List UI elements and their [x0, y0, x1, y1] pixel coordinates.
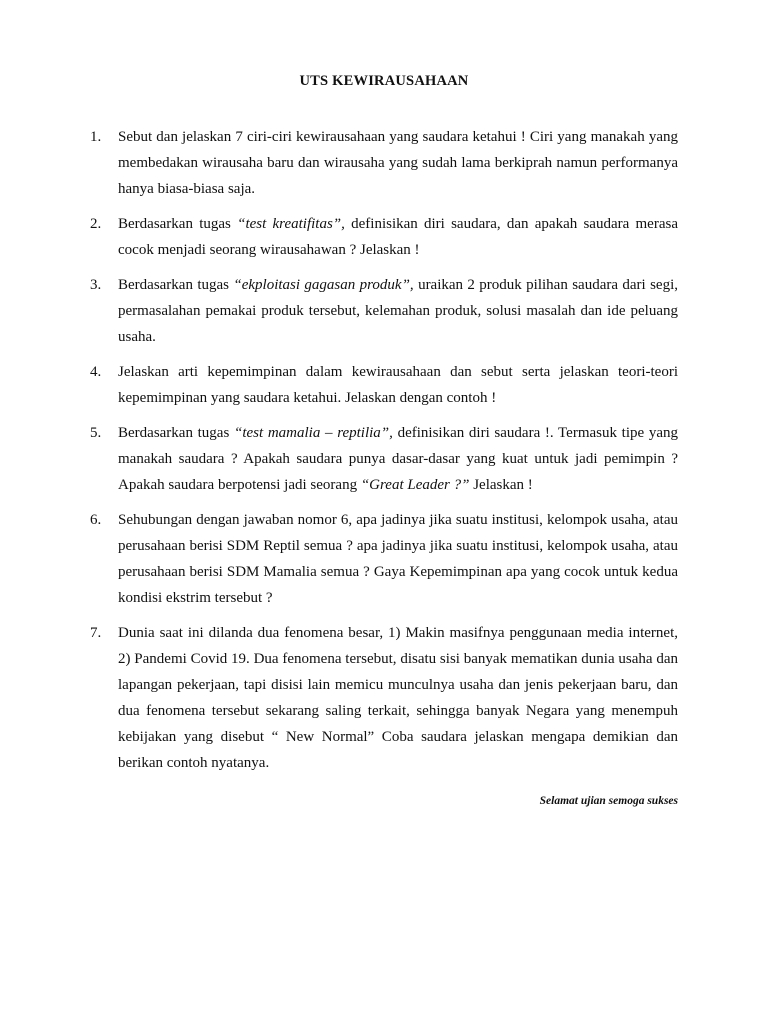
closing-note: Selamat ujian semoga sukses	[539, 795, 678, 807]
question-item	[90, 507, 678, 611]
question-text-part: uraikan 2 produk pilihan saudara dari segi, permasalahan pemakai produk tersebut, kelemahan produk, solusi masalah dan ide peluang usaha.	[118, 277, 678, 345]
question-text-part: Jelaskan !	[469, 477, 533, 493]
question-text-part: Sebut dan jelaskan 7 ciri-ciri kewirausahaan yang saudara ketahui ! Ciri yang manakah yang membedakan wirausaha baru dan wirausaha yang sudah lama berkiprah namun performanya hanya biasa-biasa saja.	[118, 129, 678, 197]
question-item	[90, 124, 678, 202]
question-text	[118, 420, 678, 498]
question-list	[90, 124, 678, 785]
question-item	[90, 620, 678, 776]
question-text-part: Berdasarkan tugas	[118, 277, 234, 293]
question-item	[90, 272, 678, 350]
question-text-emphasis: “test mamalia – reptilia”,	[233, 425, 393, 441]
document-title: UTS KEWIRAUSAHAAN	[299, 73, 469, 89]
question-text-emphasis: “ekploitasi gagasan produk”,	[233, 277, 414, 293]
question-text	[118, 211, 678, 263]
question-text-part: definisikan diri saudara, dan apakah saudara merasa cocok menjadi seorang wirausahawan ? Jelaskan !	[118, 216, 678, 258]
question-number: 7.	[90, 625, 102, 641]
question-item	[90, 420, 678, 498]
question-number: 4.	[90, 364, 102, 380]
question-text-part: Berdasarkan tugas	[118, 216, 238, 232]
question-item	[90, 359, 678, 411]
question-text	[118, 507, 678, 611]
question-text-part: definisikan diri saudara !. Termasuk tipe yang manakah saudara ? Apakah saudara punya dasar-dasar yang kuat untuk jadi pemimpin ? Apakah saudara berpotensi jadi seorang	[118, 425, 678, 493]
question-number: 1.	[90, 129, 102, 145]
question-number: 6.	[90, 512, 102, 528]
question-text-emphasis: “Great Leader ?”	[360, 477, 470, 493]
question-item	[90, 211, 678, 263]
question-number: 3.	[90, 277, 102, 293]
question-text-emphasis: “test kreatifitas”,	[237, 216, 345, 232]
question-text	[118, 124, 678, 202]
question-text	[118, 620, 678, 776]
question-text-part: Sehubungan dengan jawaban nomor 6, apa jadinya jika suatu institusi, kelompok usaha, atau perusahaan berisi SDM Reptil semua ? apa jadinya jika suatu institusi, kelompok usaha, atau perusahaan berisi SDM Mamalia semua ? Gaya Kepemimpinan apa yang cocok untuk kedua kondisi ekstrim tersebut ?	[118, 512, 678, 606]
question-number: 5.	[90, 425, 102, 441]
question-number: 2.	[90, 216, 102, 232]
question-text-part: Berdasarkan tugas	[118, 425, 234, 441]
question-text-part: Jelaskan arti kepemimpinan dalam kewirausahaan dan sebut serta jelaskan teori-teori kepemimpinan yang saudara ketahui. Jelaskan dengan contoh !	[118, 364, 678, 406]
question-text	[118, 272, 678, 350]
question-text	[118, 359, 678, 411]
question-text-part: Dunia saat ini dilanda dua fenomena besar, 1) Makin masifnya penggunaan media internet, 2) Pandemi Covid 19. Dua fenomena tersebut, disatu sisi banyak mematikan dunia usaha dan lapangan pekerjaan, tapi disisi lain memicu munculnya usaha dan jenis pekerjaan baru, dan dua fenomena tersebut sekarang saling terkait, sehingga banyak Negara yang menempuh kebijakan yang disebut “ New Normal” Coba saudara jelaskan mengapa demikian dan berikan contoh nyatanya.	[118, 625, 678, 771]
